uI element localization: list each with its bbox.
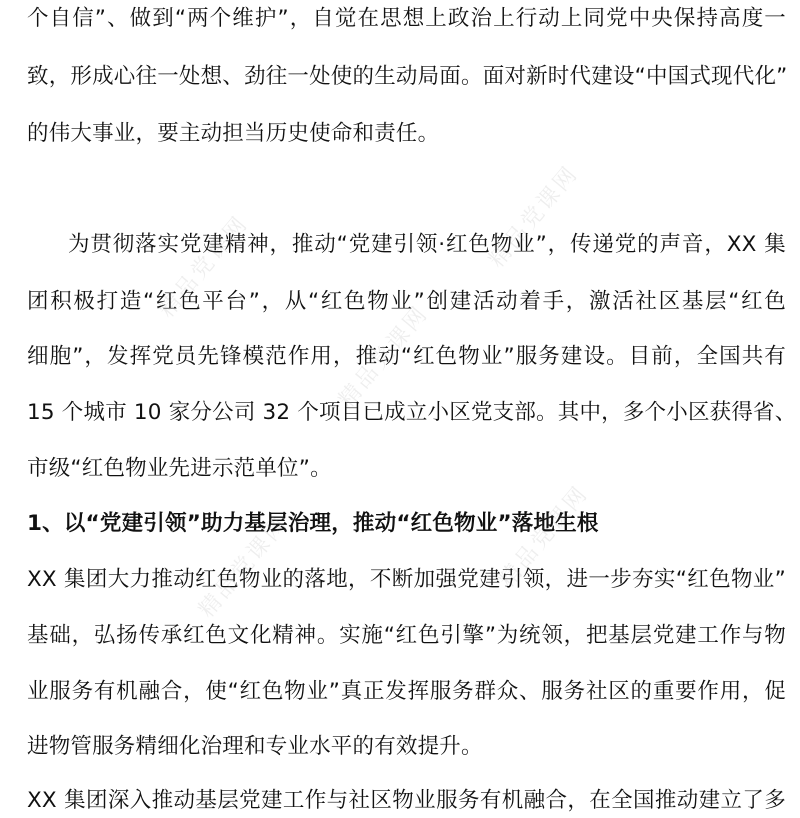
paragraph-line: 业服务有机融合，使“红色物业”真正发挥服务群众、服务社区的重要作用，促 (27, 679, 786, 704)
paragraph-line: 基础，弘扬传承红色文化精神。实施“红色引擎”为统领，把基层党建工作与物 (27, 623, 786, 648)
watermark: 精品党课网 (494, 480, 594, 593)
section-heading: 1、以“党建引领”助力基层治理，推动“红色物业”落地生根 (27, 511, 599, 536)
paragraph-line: 进物管服务精细化治理和专业水平的有效提升。 (27, 734, 483, 759)
watermark: 精品党课网 (194, 510, 294, 623)
paragraph-line: 市级“红色物业先进示范单位”。 (27, 456, 332, 481)
paragraph-line: 细胞”，发挥党员先锋模范作用，推动“红色物业”服务建设。目前，全国共有 (27, 344, 786, 369)
watermark: 精品党课网 (334, 300, 434, 413)
paragraph-line: 个自信”、做到“两个维护”，自觉在思想上政治上行动上同党中央保持高度一 (27, 6, 786, 31)
paragraph-line: XX 集团大力推动红色物业的落地，不断加强党建引领，进一步夯实“红色物业” (27, 567, 786, 592)
paragraph-line: 致，形成心往一处想、劲往一处使的生动局面。面对新时代建设“中国式现代化” (27, 64, 788, 89)
watermark: 精品党课网 (484, 160, 584, 273)
paragraph-line: XX 集团深入推动基层党建工作与社区物业服务有机融合，在全国推动建立了多 (27, 788, 786, 813)
paragraph-line: 团积极打造“红色平台”，从“红色物业”创建活动着手，激活社区基层“红色 (27, 289, 786, 314)
paragraph-line: 为贯彻落实党建精神，推动“党建引领·红色物业”，传递党的声音，XX 集 (68, 232, 786, 257)
watermark: 精品党课网 (154, 210, 254, 323)
paragraph-line: 的伟大事业，要主动担当历史使命和责任。 (27, 121, 440, 146)
paragraph-line: 15 个城市 10 家分公司 32 个项目已成立小区党支部。其中，多个小区获得省、 (27, 400, 797, 425)
